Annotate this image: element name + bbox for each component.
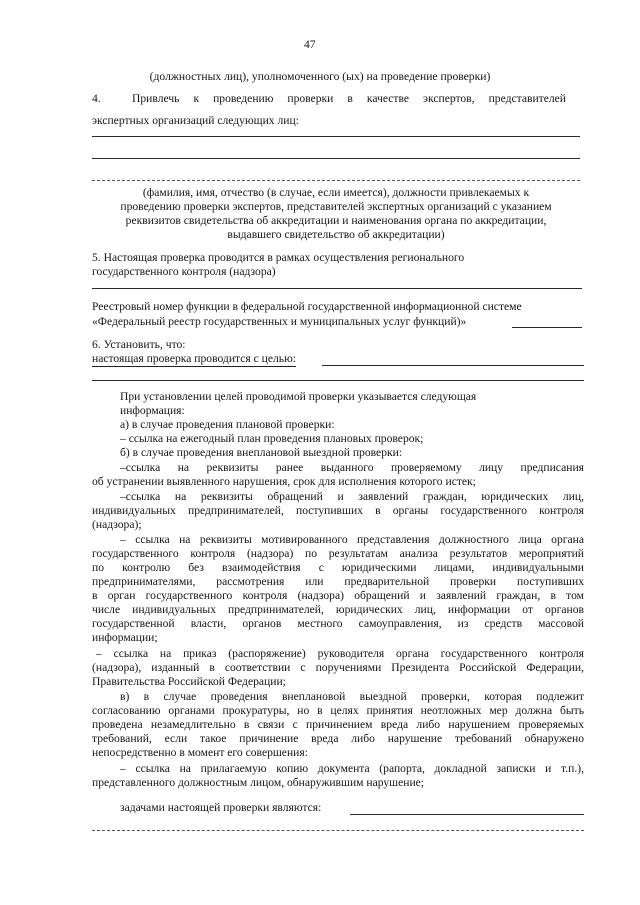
experts-fill-line-3 [92, 180, 580, 181]
body-line-27: – ссылка на прилагаемую копию документа (рапорта, докладной записки и т.п.), [120, 762, 584, 775]
body-line-10: (надзора); [92, 518, 142, 531]
body-line-19: – ссылка на приказ (распоряжение) руководителя органа государственного контроля [96, 647, 584, 660]
body-line-20: (надзора), изданный в соответствии с поручениями Президента Российской Федерации, [92, 661, 584, 674]
body-line-11: – ссылка на реквизиты мотивированного представления должностного лица органа [120, 533, 584, 546]
body-line-6: –ссылка на реквизиты ранее выданного проверяемому лицу предписания [120, 461, 584, 474]
body-line-18: информации; [92, 631, 158, 644]
body-line-2: информация: [120, 404, 185, 417]
item5-line2: государственного контроля (надзора) [92, 265, 276, 278]
body-line-9: индивидуальных предпринимателей, поступивших в органы государственного контроля [92, 504, 584, 517]
body-line-14: предпринимателями, рассмотрения или предварительной проверки поступивших [92, 575, 584, 588]
body-line-24: проведена незамедлительно в связи с причинением вреда либо нарушением проверяемых [92, 718, 584, 731]
body-line-21: Правительства Российской Федерации; [92, 675, 286, 688]
experts-fill-line-1 [92, 136, 580, 137]
item4-text-line1: Привлечь к проведению проверки в качестве экспертов, представителей [132, 92, 566, 105]
body-line-29: задачами настоящей проверки являются: [120, 801, 322, 814]
body-line-25: требований, если такое причинение вреда либо нарушение требований обнаружено [92, 732, 584, 745]
body-line-7: об устранении выявленного нарушения, срок для исполнения которого истек; [92, 475, 476, 488]
item6-line1: 6. Установить, что: [92, 338, 186, 351]
experts-caption-line3: реквизитов свидетельства об аккредитации и наименования органа по аккредитации, [125, 214, 547, 227]
body-line-8: –ссылка на реквизиты обращений и заявлений граждан, юридических лиц, [120, 490, 584, 503]
body-line-4: – ссылка на ежегодный план проведения плановых проверок; [120, 432, 424, 445]
body-line-26: непосредственно в момент его совершения: [92, 746, 308, 759]
goal-fill-line-2 [92, 380, 584, 381]
registry-fill-line [512, 327, 582, 328]
item4-text-line2: экспертных организаций следующих лиц: [92, 114, 299, 127]
experts-caption-line2: проведению проверки экспертов, представителей экспертных организаций с указанием [120, 200, 552, 213]
body-line-13: по контролю без взаимодействия с юридическими лицами, индивидуальными [92, 561, 584, 574]
registry-line2: «Федеральный реестр государственных и муниципальных услуг функций)» [92, 315, 467, 328]
body-line-16: числе индивидуальных предпринимателей, юридических лиц, информации от органов [92, 603, 584, 616]
body-line-3: а) в случае проведения плановой проверки: [120, 418, 335, 431]
body-line-15: в орган государственного контроля (надзора) обращений и заявлений граждан, в том [92, 589, 584, 602]
item6-line2: настоящая проверка проводится с целью: [92, 352, 296, 365]
experts-caption-line4: выдавшего свидетельство об аккредитации) [227, 228, 445, 241]
experts-caption-line1: (фамилия, имя, отчество (в случае, если имеется), должности привлекаемых к [142, 186, 530, 199]
body-line-12: государственного контроля (надзора) по результатам анализа результатов мероприятий [92, 547, 584, 560]
body-line-28: представленного должностным лицом, обнаружившим нарушение; [92, 776, 425, 789]
item5-fill-line [92, 288, 582, 289]
officials-caption: (должностных лиц), уполномоченного (ых) на проведение проверки) [149, 70, 491, 83]
page-number: 47 [304, 38, 316, 51]
tasks-fill-line-1 [350, 814, 584, 815]
experts-fill-line-2 [92, 158, 580, 159]
body-line-1: При установлении целей проводимой проверки указывается следующая [120, 390, 477, 403]
body-line-23: согласованию органами прокуратуры, но в целях принятия неотложных мер должна быть [92, 704, 584, 717]
body-line-22: в) в случае проведения внеплановой выездной проверки, которая подлежит [120, 690, 584, 703]
body-line-17: государственной власти, органов местного самоуправления, из средств массовой [92, 617, 584, 630]
registry-line1: Реестровый номер функции в федеральной государственной информационной системе [92, 300, 522, 313]
item5-line1: 5. Настоящая проверка проводится в рамках осуществления регионального [92, 251, 465, 264]
item4-number: 4. [92, 92, 101, 105]
goal-fill-line-1 [322, 365, 584, 366]
body-line-5: б) в случае проведения внеплановой выездной проверки: [120, 446, 403, 459]
tasks-fill-line-2 [92, 830, 584, 831]
